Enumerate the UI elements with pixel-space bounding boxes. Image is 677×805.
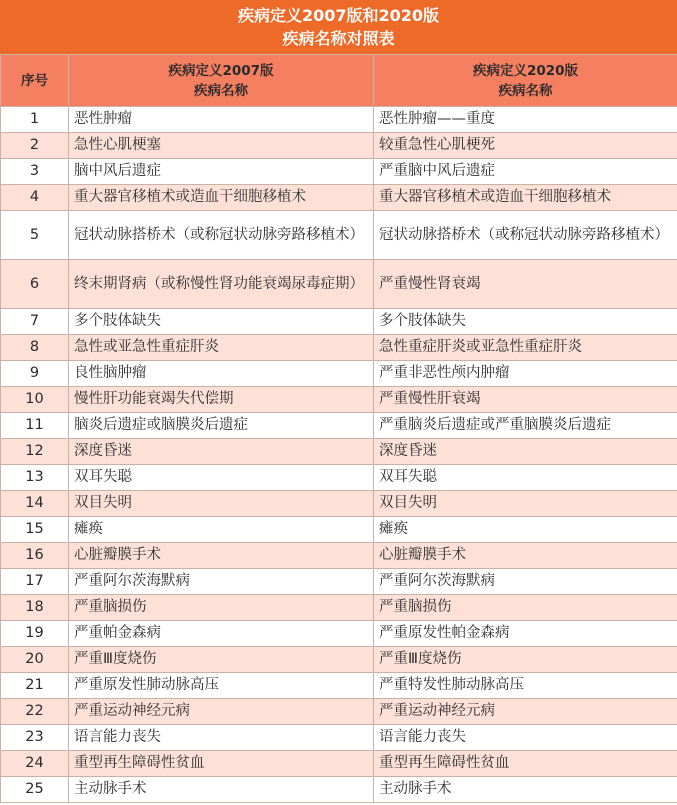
row-2020-name: 严重慢性肾衰竭 xyxy=(374,260,677,309)
table-row xyxy=(1,673,677,699)
row-number: 8 xyxy=(1,335,69,361)
row-2007-name: 急性心肌梗塞 xyxy=(69,133,374,159)
row-number: 17 xyxy=(1,569,69,595)
table-row xyxy=(1,107,677,133)
table-row xyxy=(1,595,677,621)
row-2020-name: 语言能力丧失 xyxy=(374,725,677,751)
row-2020-name: 严重原发性帕金森病 xyxy=(374,621,677,647)
row-2007-name: 深度昏迷 xyxy=(69,439,374,465)
row-number: 24 xyxy=(1,751,69,777)
header-2007-line-1: 疾病定义2007版 xyxy=(168,62,274,79)
row-number: 10 xyxy=(1,387,69,413)
row-2007-name: 恶性肿瘤 xyxy=(69,107,374,133)
table-title xyxy=(0,0,677,54)
row-2007-name: 主动脉手术 xyxy=(69,777,374,803)
header-2007-line-2: 疾病名称 xyxy=(194,82,248,99)
row-2020-name: 严重脑炎后遗症或严重脑膜炎后遗症 xyxy=(374,413,677,439)
table-row xyxy=(1,569,677,595)
row-number: 9 xyxy=(1,361,69,387)
row-number: 1 xyxy=(1,107,69,133)
title-line-2: 疾病名称对照表 xyxy=(282,29,395,48)
row-2007-name: 良性脑肿瘤 xyxy=(69,361,374,387)
row-2020-name: 瘫痪 xyxy=(374,517,677,543)
table-row xyxy=(1,465,677,491)
table-row xyxy=(1,185,677,211)
header-number: 序号 xyxy=(1,55,69,107)
table-row xyxy=(1,309,677,335)
row-2007-name: 慢性肝功能衰竭失代偿期 xyxy=(69,387,374,413)
row-number: 14 xyxy=(1,491,69,517)
row-2020-name: 心脏瓣膜手术 xyxy=(374,543,677,569)
row-2020-name: 双耳失聪 xyxy=(374,465,677,491)
table-row xyxy=(1,361,677,387)
row-number: 20 xyxy=(1,647,69,673)
row-number: 13 xyxy=(1,465,69,491)
row-2007-name: 终末期肾病（或称慢性肾功能衰竭尿毒症期） xyxy=(69,260,374,309)
row-2007-name: 严重阿尔茨海默病 xyxy=(69,569,374,595)
row-2007-name: 双目失明 xyxy=(69,491,374,517)
row-number: 22 xyxy=(1,699,69,725)
header-2020-line-1: 疾病定义2020版 xyxy=(472,62,579,79)
row-2007-name: 多个肢体缺失 xyxy=(69,309,374,335)
table-body xyxy=(1,107,677,803)
row-2007-name: 冠状动脉搭桥术（或称冠状动脉旁路移植术） xyxy=(69,211,374,260)
row-2020-name: 严重运动神经元病 xyxy=(374,699,677,725)
row-2020-name: 严重Ⅲ度烧伤 xyxy=(374,647,677,673)
row-2020-name: 严重脑损伤 xyxy=(374,595,677,621)
row-number: 11 xyxy=(1,413,69,439)
table-row xyxy=(1,335,677,361)
table-row xyxy=(1,260,677,309)
row-2020-name: 恶性肿瘤——重度 xyxy=(374,107,677,133)
row-number: 7 xyxy=(1,309,69,335)
table-row xyxy=(1,543,677,569)
row-2020-name: 多个肢体缺失 xyxy=(374,309,677,335)
row-2020-name: 双目失明 xyxy=(374,491,677,517)
table-row xyxy=(1,439,677,465)
row-number: 4 xyxy=(1,185,69,211)
table-row xyxy=(1,517,677,543)
row-2020-name: 严重脑中风后遗症 xyxy=(374,159,677,185)
row-number: 15 xyxy=(1,517,69,543)
row-2007-name: 脑中风后遗症 xyxy=(69,159,374,185)
row-2007-name: 瘫痪 xyxy=(69,517,374,543)
table-row xyxy=(1,211,677,260)
row-2007-name: 严重帕金森病 xyxy=(69,621,374,647)
row-number: 18 xyxy=(1,595,69,621)
row-2020-name: 冠状动脉搭桥术（或称冠状动脉旁路移植术） xyxy=(374,211,677,260)
table-row xyxy=(1,133,677,159)
row-2020-name: 急性重症肝炎或亚急性重症肝炎 xyxy=(374,335,677,361)
table-row xyxy=(1,751,677,777)
table-row xyxy=(1,725,677,751)
row-number: 25 xyxy=(1,777,69,803)
row-2007-name: 心脏瓣膜手术 xyxy=(69,543,374,569)
row-number: 6 xyxy=(1,260,69,309)
row-number: 2 xyxy=(1,133,69,159)
row-2007-name: 重大器官移植术或造血干细胞移植术 xyxy=(69,185,374,211)
header-2020 xyxy=(374,55,677,107)
row-2007-name: 严重原发性肺动脉高压 xyxy=(69,673,374,699)
row-2020-name: 严重非恶性颅内肿瘤 xyxy=(374,361,677,387)
table-row xyxy=(1,621,677,647)
comparison-table xyxy=(0,54,677,803)
row-2020-name: 重大器官移植术或造血干细胞移植术 xyxy=(374,185,677,211)
table-row xyxy=(1,491,677,517)
row-2020-name: 较重急性心肌梗死 xyxy=(374,133,677,159)
row-2007-name: 语言能力丧失 xyxy=(69,725,374,751)
row-2007-name: 严重运动神经元病 xyxy=(69,699,374,725)
table-row xyxy=(1,387,677,413)
title-line-1: 疾病定义2007版和2020版 xyxy=(237,6,440,25)
table-row xyxy=(1,647,677,673)
header-2007 xyxy=(69,55,374,107)
row-2007-name: 急性或亚急性重症肝炎 xyxy=(69,335,374,361)
table-row xyxy=(1,159,677,185)
row-2020-name: 主动脉手术 xyxy=(374,777,677,803)
row-number: 5 xyxy=(1,211,69,260)
row-2007-name: 重型再生障碍性贫血 xyxy=(69,751,374,777)
table-row xyxy=(1,777,677,803)
row-number: 19 xyxy=(1,621,69,647)
row-2007-name: 脑炎后遗症或脑膜炎后遗症 xyxy=(69,413,374,439)
table-row xyxy=(1,413,677,439)
row-number: 23 xyxy=(1,725,69,751)
row-2020-name: 深度昏迷 xyxy=(374,439,677,465)
row-2007-name: 严重脑损伤 xyxy=(69,595,374,621)
header-2020-line-2: 疾病名称 xyxy=(498,82,553,99)
row-2020-name: 严重慢性肝衰竭 xyxy=(374,387,677,413)
row-number: 16 xyxy=(1,543,69,569)
table-row xyxy=(1,699,677,725)
row-number: 12 xyxy=(1,439,69,465)
row-2007-name: 双耳失聪 xyxy=(69,465,374,491)
row-2020-name: 严重特发性肺动脉高压 xyxy=(374,673,677,699)
row-2020-name: 重型再生障碍性贫血 xyxy=(374,751,677,777)
row-number: 21 xyxy=(1,673,69,699)
row-2020-name: 严重阿尔茨海默病 xyxy=(374,569,677,595)
row-number: 3 xyxy=(1,159,69,185)
table-header-row xyxy=(1,55,677,107)
row-2007-name: 严重Ⅲ度烧伤 xyxy=(69,647,374,673)
